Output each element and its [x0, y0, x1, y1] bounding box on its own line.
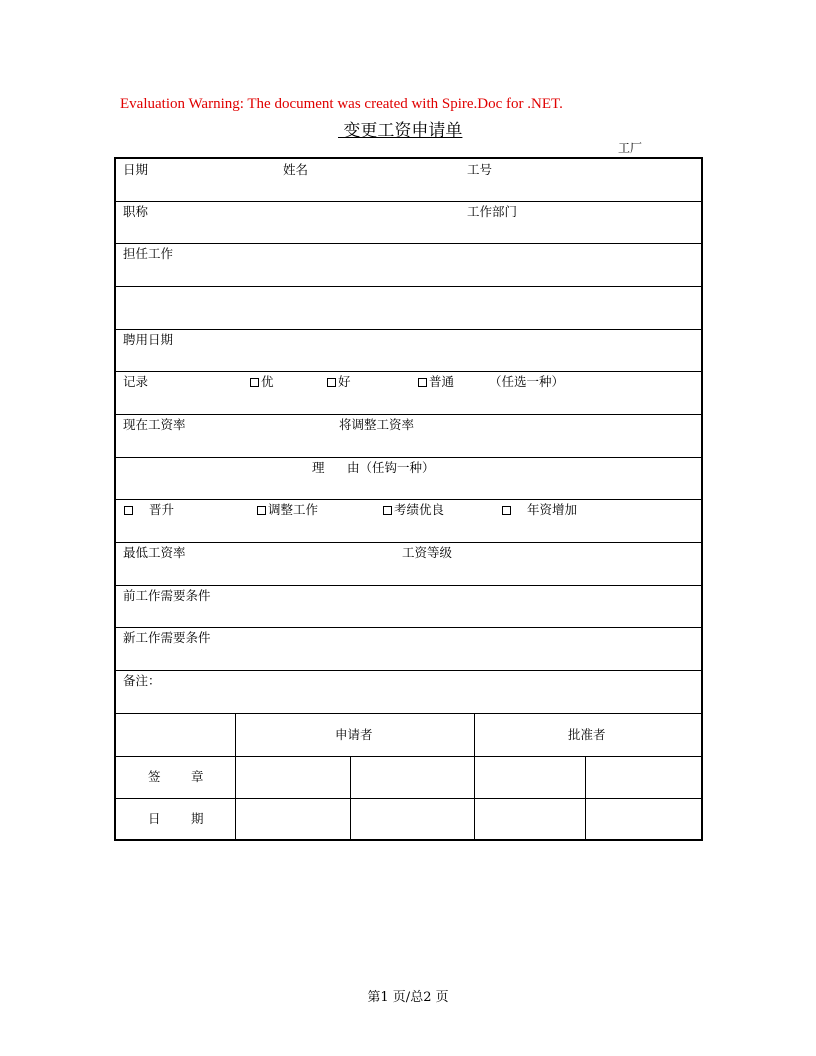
reason-label-part2: 由（任钩一种） [347, 460, 435, 475]
row-divider [116, 627, 701, 628]
job-title-label: 职称 [123, 204, 149, 219]
department-label: 工作部门 [467, 204, 518, 219]
record-option-ordinary[interactable]: 普通 [418, 375, 454, 389]
row-divider [116, 243, 701, 244]
hire-date-label: 聘用日期 [123, 332, 174, 347]
duty-label: 担任工作 [123, 246, 174, 261]
reason-option-job-adjust[interactable]: 调整工作 [257, 503, 318, 517]
row-divider [116, 457, 701, 458]
seal-label-part1: 签 [148, 769, 161, 784]
checkbox-icon[interactable] [418, 378, 427, 387]
row-divider [116, 286, 701, 287]
reason-option-promotion[interactable]: 晋升 [124, 503, 174, 517]
row-divider [116, 585, 701, 586]
checkbox-icon[interactable] [124, 506, 133, 515]
applicant-header: 申请者 [335, 727, 373, 742]
wage-change-form [114, 157, 703, 841]
record-option-good[interactable]: 好 [327, 375, 351, 389]
row-divider [116, 499, 701, 500]
row-divider [116, 201, 701, 202]
adjusted-wage-label: 将调整工资率 [339, 417, 415, 432]
approver-header: 批准者 [568, 727, 606, 742]
row-divider [116, 414, 701, 415]
checkbox-icon[interactable] [383, 506, 392, 515]
checkbox-icon[interactable] [502, 506, 511, 515]
sign-date-label-part2: 期 [191, 811, 204, 826]
row-divider [116, 670, 701, 671]
factory-label: 工厂 [618, 141, 643, 155]
date-label: 日期 [123, 162, 149, 177]
reason-option-good-performance[interactable]: 考绩优良 [383, 503, 444, 517]
checkbox-icon[interactable] [327, 378, 336, 387]
reason-option-seniority[interactable]: 年资增加 [502, 503, 577, 517]
col-divider [474, 713, 475, 841]
row-divider [116, 756, 701, 757]
checkbox-icon[interactable] [257, 506, 266, 515]
row-divider [116, 371, 701, 372]
employee-no-label: 工号 [467, 162, 493, 177]
evaluation-warning: Evaluation Warning: The document was created with Spire.Doc for .NET. [120, 96, 563, 112]
name-label: 姓名 [283, 162, 309, 177]
seal-label-part2: 章 [191, 769, 204, 784]
record-hint: （任选一种） [489, 374, 565, 389]
record-label: 记录 [123, 374, 149, 389]
col-divider [350, 756, 351, 841]
remarks-label: 备注： [123, 673, 161, 688]
page-number: 第1 页/总2 页 [367, 990, 449, 1005]
row-divider [116, 713, 701, 714]
row-divider [116, 329, 701, 330]
page-title: 变更工资申请单 [338, 121, 463, 141]
record-option-excellent[interactable]: 优 [250, 375, 274, 389]
checkbox-icon[interactable] [250, 378, 259, 387]
wage-grade-label: 工资等级 [402, 545, 453, 560]
reason-label-part1: 理 [312, 460, 325, 475]
current-wage-label: 现在工资率 [123, 417, 186, 432]
row-divider [116, 798, 701, 799]
sign-date-label-part1: 日 [148, 811, 161, 826]
col-divider [235, 713, 236, 841]
row-divider [116, 542, 701, 543]
new-job-requirements-label: 新工作需要条件 [123, 630, 211, 645]
min-wage-label: 最低工资率 [123, 545, 186, 560]
prev-job-requirements-label: 前工作需要条件 [123, 588, 211, 603]
col-divider [585, 756, 586, 841]
